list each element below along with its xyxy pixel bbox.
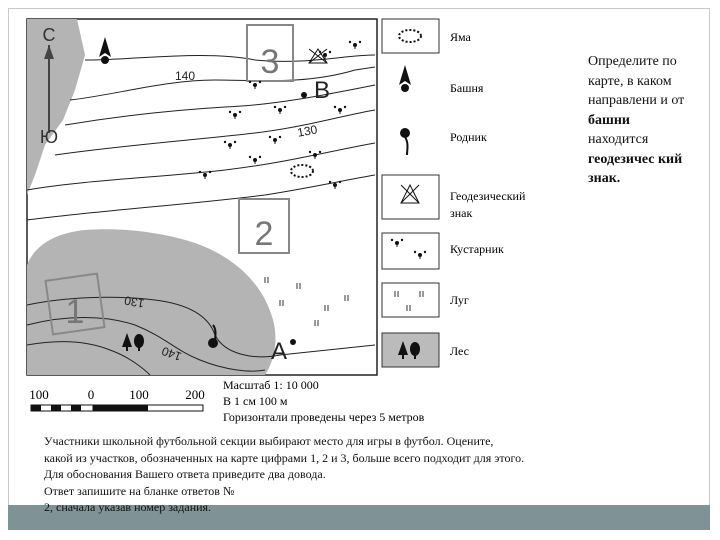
legend xyxy=(382,19,526,367)
legend-label-forest: Лес xyxy=(450,344,470,358)
point-b-label: В xyxy=(313,77,331,104)
site-2-label: 2 xyxy=(254,215,274,253)
task-line-5: 2, сначала указав номер задания. xyxy=(44,500,212,515)
question-part-3: находится xyxy=(588,132,649,147)
legend-label-tower: Башня xyxy=(450,81,484,95)
scale-text-ratio: Масштаб 1: 10 000 xyxy=(223,378,319,392)
task-line-1: Участники школьной футбольной секции выбирают место для игры в футбол. Оцените, xyxy=(44,434,494,448)
point-b-marker xyxy=(301,92,307,98)
topographic-map xyxy=(25,15,570,430)
task-line-3: Для обоснования Вашего ответа приведите два довода. xyxy=(44,467,326,482)
legend-label-spring: Родник xyxy=(450,130,487,144)
scale-tick-100: 100 xyxy=(129,387,149,402)
scale-text-cm: В 1 см 100 м xyxy=(223,394,288,408)
site-3-label: 3 xyxy=(260,43,280,81)
contour-label-140-south: 140 xyxy=(159,343,184,364)
legend-label-geodetic-1: Геодезический xyxy=(450,189,526,203)
legend-label-pit: Яма xyxy=(450,30,471,44)
compass-south-label: Ю xyxy=(39,127,59,147)
compass-north-label: С xyxy=(42,25,56,45)
scale-text-contours: Горизонтали проведены через 5 метров xyxy=(223,410,425,424)
pit-icon xyxy=(291,165,313,177)
point-a-marker xyxy=(290,339,296,345)
site-1-label: 1 xyxy=(65,293,85,331)
task-line-4: Ответ запишите на бланке ответов № xyxy=(44,483,235,498)
contour-label-130-north: 130 xyxy=(296,122,319,140)
point-a-label: А xyxy=(270,338,288,365)
legend-box-geodetic xyxy=(382,175,439,219)
legend-pit-icon xyxy=(399,30,421,42)
contour-label-130-south: 130 xyxy=(123,293,146,311)
question-part-4: геодезичес кий знак. xyxy=(588,151,683,186)
legend-box-bush xyxy=(382,233,439,269)
legend-box-meadow xyxy=(382,283,439,317)
question-part-1: Определите по карте, в каком направлени и от xyxy=(588,54,685,108)
legend-spring-icon xyxy=(400,128,410,155)
scale-tick-200: 200 xyxy=(185,387,205,402)
legend-label-bush: Кустарник xyxy=(450,242,504,256)
map-svg xyxy=(25,15,570,430)
question-part-2: башни xyxy=(588,112,630,128)
legend-label-meadow: Луг xyxy=(450,293,469,307)
scale-bar xyxy=(31,405,203,411)
question-text xyxy=(588,52,692,189)
scale-tick-0: 0 xyxy=(87,387,95,402)
legend-label-geodetic-2: знак xyxy=(450,206,473,220)
task-text xyxy=(44,433,694,516)
legend-tower-icon xyxy=(399,65,411,92)
task-line-2: какой из участков, обозначенных на карте цифрами 1, 2 и 3, больше всего подходит для этого. xyxy=(44,450,525,465)
contour-label-140-north: 140 xyxy=(174,69,196,83)
scale-tick-100-left: 100 xyxy=(29,387,49,402)
